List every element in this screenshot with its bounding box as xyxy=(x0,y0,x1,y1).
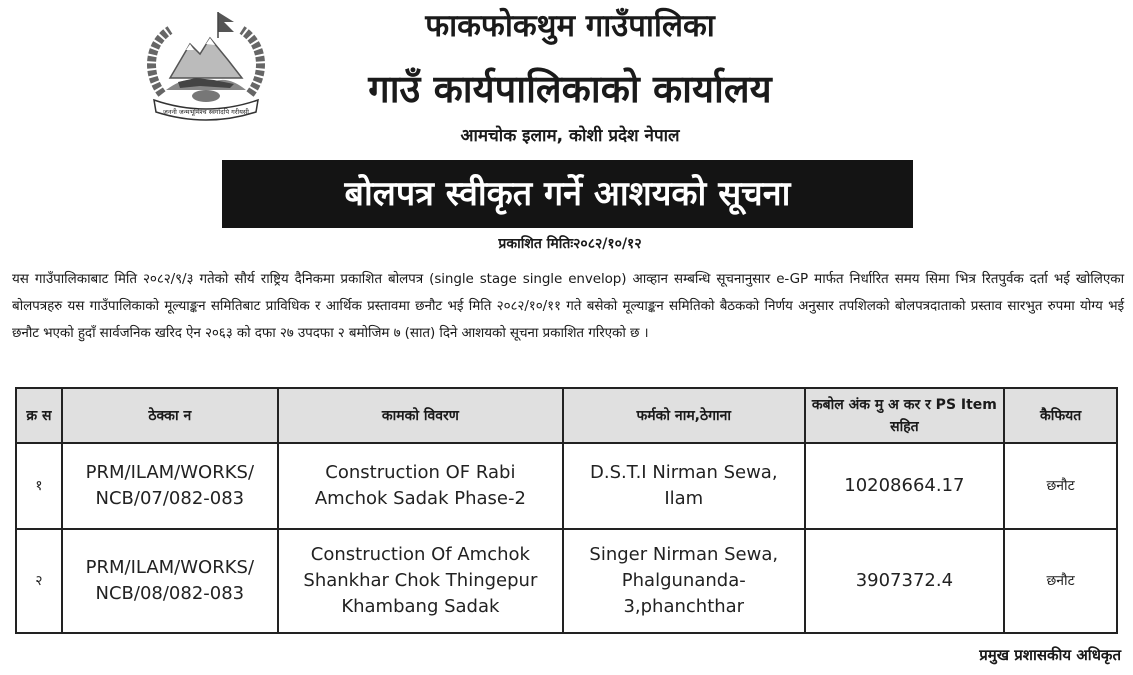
notice-title: बोलपत्र स्वीकृत गर्ने आशयको सूचना xyxy=(344,174,791,214)
col-header-serial: क्र स xyxy=(16,388,62,443)
cell-remarks: छनौट xyxy=(1004,443,1117,529)
col-header-bid-amount: कबोल अंक मु अ कर र PS Item सहित xyxy=(805,388,1005,443)
municipality-name: फाकफोकथुम गाउँपालिका xyxy=(425,8,715,44)
emblem-motto: जननी जन्मभूमिश्च स्वर्गादपि गरीयसी xyxy=(163,108,249,116)
cell-serial: १ xyxy=(16,443,62,529)
published-date: प्रकाशित मितिः२०८२/१०/१२ xyxy=(498,236,642,252)
cell-contract-no: PRM/ILAM/WORKS/ NCB/08/082-083 xyxy=(62,529,278,633)
cell-firm-name-address: D.S.T.I Nirman Sewa, Ilam xyxy=(563,443,805,529)
signature-title: प्रमुख प्रशासकीय अधिकृत xyxy=(979,646,1121,664)
table-row xyxy=(16,443,1117,529)
cell-bid-amount: 3907372.4 xyxy=(805,529,1005,633)
cell-contract-no: PRM/ILAM/WORKS/ NCB/07/082-083 xyxy=(62,443,278,529)
col-header-firm-name-address: फर्मको नाम,ठेगाना xyxy=(563,388,805,443)
table-header-row xyxy=(16,388,1117,443)
cell-remarks: छनौट xyxy=(1004,529,1117,633)
office-address: आमचोक इलाम, कोशी प्रदेश नेपाल xyxy=(460,126,680,146)
cell-work-description: Construction Of Amchok Shankhar Chok Thingepur Khambang Sadak xyxy=(278,529,563,633)
bid-table xyxy=(15,387,1118,634)
notice-title-banner xyxy=(222,160,913,228)
cell-serial: २ xyxy=(16,529,62,633)
col-header-remarks: कैफियत xyxy=(1004,388,1117,443)
col-header-contract-no: ठेक्का न xyxy=(62,388,278,443)
table-row xyxy=(16,529,1117,633)
cell-bid-amount: 10208664.17 xyxy=(805,443,1005,529)
notice-body-text: यस गाउँपालिकाबाट मिति २०८२/९/३ गतेको सौर्य राष्ट्रिय दैनिकमा प्रकाशित बोलपत्र (single stage single envelop) आव्हान सम्बन्धि सूचनानुसार e-GP मार्फत निर्धारित समय सिमा भित्र रितपुर्वक दर्ता भई खोलिएका बोलपत्रहरु यस गाउँपालिकाको मूल्याङ्कन समितिबाट प्राविधिक र आर्थिक प्रस्तावमा छनौट भई मिति २०८२/१०/११ गते बसेको मूल्याङ्कन समितिको बैठकको निर्णय अनुसार तपशिलको बोलपत्रदाताको प्रस्ताव सारभुत रुपमा योग्य भई छनौट भएको हुदाँ सार्वजनिक खरिद ऐन २०६३ को दफा २७ उपदफा २ बमोजिम ७ (सात) दिने आशयको सूचना प्रकाशित गरिएको छ । xyxy=(12,271,1124,341)
cell-work-description: Construction OF Rabi Amchok Sadak Phase-2 xyxy=(278,443,563,529)
cell-firm-name-address: Singer Nirman Sewa, Phalgunanda-3,phanchthar xyxy=(563,529,805,633)
col-header-work-description: कामको विवरण xyxy=(278,388,563,443)
office-name: गाउँ कार्यपालिकाको कार्यालय xyxy=(368,67,772,111)
